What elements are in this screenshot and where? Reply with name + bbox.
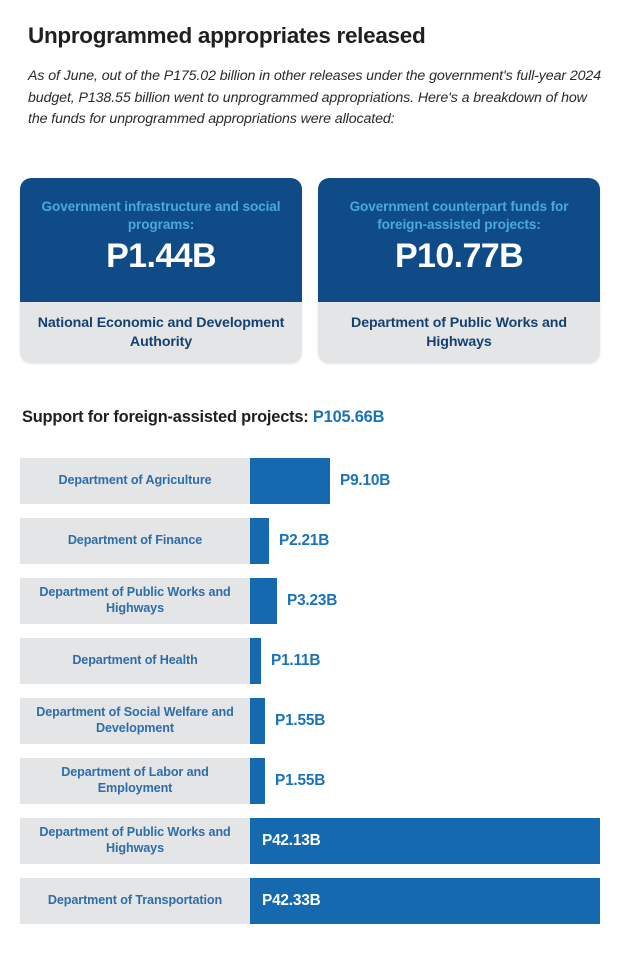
bar-fill xyxy=(250,578,277,624)
bar-category-label: Department of Health xyxy=(72,653,198,668)
chart-heading xyxy=(22,408,384,427)
bar-category-label: Department of Transportation xyxy=(47,893,223,908)
bar-value-label: P9.10B xyxy=(340,472,391,489)
bar-category-label: Department of Public Works and Highways xyxy=(39,825,231,855)
card-header xyxy=(20,178,302,302)
bar-category-label: Department of Finance xyxy=(67,533,203,548)
intro-paragraph: As of June, out of the P175.02 billion in other releases under the government's full-year 2024 budget, P138.55 billion went to unprogrammed appropriations. Here's a breakdown of how the funds for unprogrammed appropriations were allocated: xyxy=(28,68,601,128)
chart-heading-text: Support for foreign-assisted projects: xyxy=(22,408,309,426)
bar-value-label: P42.13B xyxy=(262,832,321,849)
bar-value-label: P1.55B xyxy=(275,772,326,789)
bar-chart xyxy=(0,458,620,938)
bar-fill xyxy=(250,458,330,504)
bar-value-label: P3.23B xyxy=(287,592,338,609)
card-agency: National Economic and Development Authority xyxy=(37,314,285,350)
bar-category-label: Department of Agriculture xyxy=(58,473,212,488)
bar-category-label: Department of Labor and Employment xyxy=(61,765,209,795)
card-agency: Department of Public Works and Highways xyxy=(351,314,567,350)
bar-label-panel xyxy=(20,698,250,744)
bar-label-panel xyxy=(20,518,250,564)
bar-value-label: P1.55B xyxy=(275,712,326,729)
bar-value-label: P1.11B xyxy=(271,652,321,669)
bar-row xyxy=(0,878,620,924)
bar-label-panel xyxy=(20,638,250,684)
bar-category-label: Department of Social Welfare and Development xyxy=(36,705,234,735)
bar-value-label: P42.33B xyxy=(262,892,321,909)
card-value: P1.44B xyxy=(106,236,216,275)
bar-fill xyxy=(250,698,265,744)
bar-fill xyxy=(250,758,265,804)
bar-fill xyxy=(250,518,269,564)
bar-fill xyxy=(250,638,261,684)
card-label: Government infrastructure and social programs: xyxy=(41,199,281,232)
card-value: P10.77B xyxy=(394,236,524,275)
chart-heading-amount: P105.66B xyxy=(312,408,385,426)
card-footer xyxy=(20,302,302,363)
bar-row xyxy=(0,758,620,804)
bar-label-panel xyxy=(20,878,250,924)
bar-row xyxy=(0,698,620,744)
card-footer xyxy=(318,302,600,363)
summary-cards xyxy=(0,178,620,364)
bar-value-label: P2.21B xyxy=(279,532,330,549)
bar-row xyxy=(0,578,620,624)
bar-category-label: Department of Public Works and Highways xyxy=(39,585,231,615)
card-header xyxy=(318,178,600,302)
bar-label-panel xyxy=(20,458,250,504)
bar-label-panel xyxy=(20,578,250,624)
bar-row xyxy=(0,638,620,684)
card-label: Government counterpart funds for foreign-assisted projects: xyxy=(349,199,569,232)
page-title: Unprogrammed appropriates released xyxy=(28,23,426,48)
bar-row xyxy=(0,518,620,564)
summary-card-infrastructure xyxy=(20,178,302,363)
bar-row xyxy=(0,818,620,864)
bar-row xyxy=(0,458,620,504)
summary-card-counterpart-funds xyxy=(318,178,600,363)
bar-label-panel xyxy=(20,758,250,804)
bar-label-panel xyxy=(20,818,250,864)
